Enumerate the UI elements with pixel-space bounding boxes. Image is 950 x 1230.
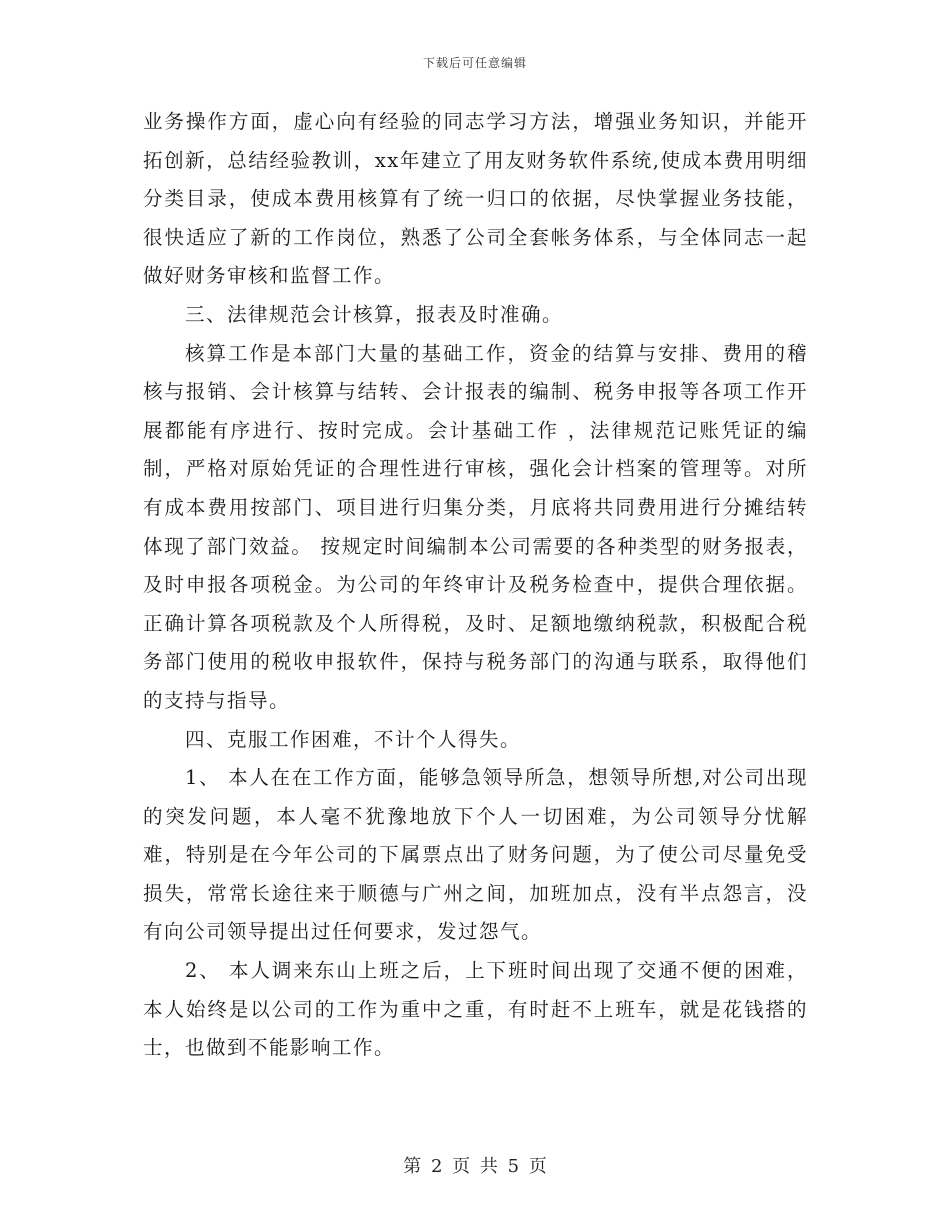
page-number-footer: 第 2 页 共 5 页: [403, 1156, 547, 1177]
paragraph-business-operations: 业务操作方面，虚心向有经验的同志学习方法，增强业务知识，并能开拓创新，总结经验教训，xx年建立了用友财务软件系统,使成本费用明细分类目录，使成本费用核算有了统一归口的依据，尽快掌握业务技能，很快适应了新的工作岗位，熟悉了公司全套帐务体系，与全体同志一起做好财务审核和监督工作。: [143, 110, 808, 288]
section-heading-accounting: 三、法律规范会计核算，报表及时准确。: [185, 302, 564, 326]
document-body: [143, 103, 808, 1068]
paragraph-accounting-work: 核算工作是本部门大量的基础工作，资金的结算与安排、费用的稽核与报销、会计核算与结转、会计报表的编制、税务申报等各项工作开展都能有序进行、按时完成。会计基础工作 ，法律规范记账凭证的编制，严格对原始凭证的合理性进行审核，强化会计档案的管理等。对所有成本费用按部门、项目进行归集分类，月底将共同费用进行分摊结转体现了部门效益。 按规定时间编制本公司需要的各种类型的财务报表，及时申报各项税金。为公司的年终审计及税务检查中，提供合理依据。正确计算各项税款及个人所得税，及时、足额地缴纳税款，积极配合税务部门使用的税收申报软件，保持与税务部门的沟通与联系，取得他们的支持与指导。: [143, 341, 808, 712]
paragraph-item-2: 2、 本人调来东山上班之后，上下班时间出现了交通不便的困难，本人始终是以公司的工作为重中之重，有时赶不上班车，就是花钱搭的士，也做到不能影响工作。: [143, 959, 808, 1060]
section-heading-overcome-difficulties: 四、克服工作困难，不计个人得失。: [185, 727, 522, 751]
page-header: 下载后可任意编辑: [422, 56, 527, 70]
paragraph-item-1: 1、 本人在在工作方面，能够急领导所急，想领导所想,对公司出现的突发问题，本人毫不犹豫地放下个人一切困难，为公司领导分忧解难，特别是在今年公司的下属票点出了财务问题，为了使公司尽量免受损失，常常长途往来于顺德与广州之间，加班加点，没有半点怨言，没有向公司领导提出过任何要求，发过怨气。: [143, 766, 808, 944]
